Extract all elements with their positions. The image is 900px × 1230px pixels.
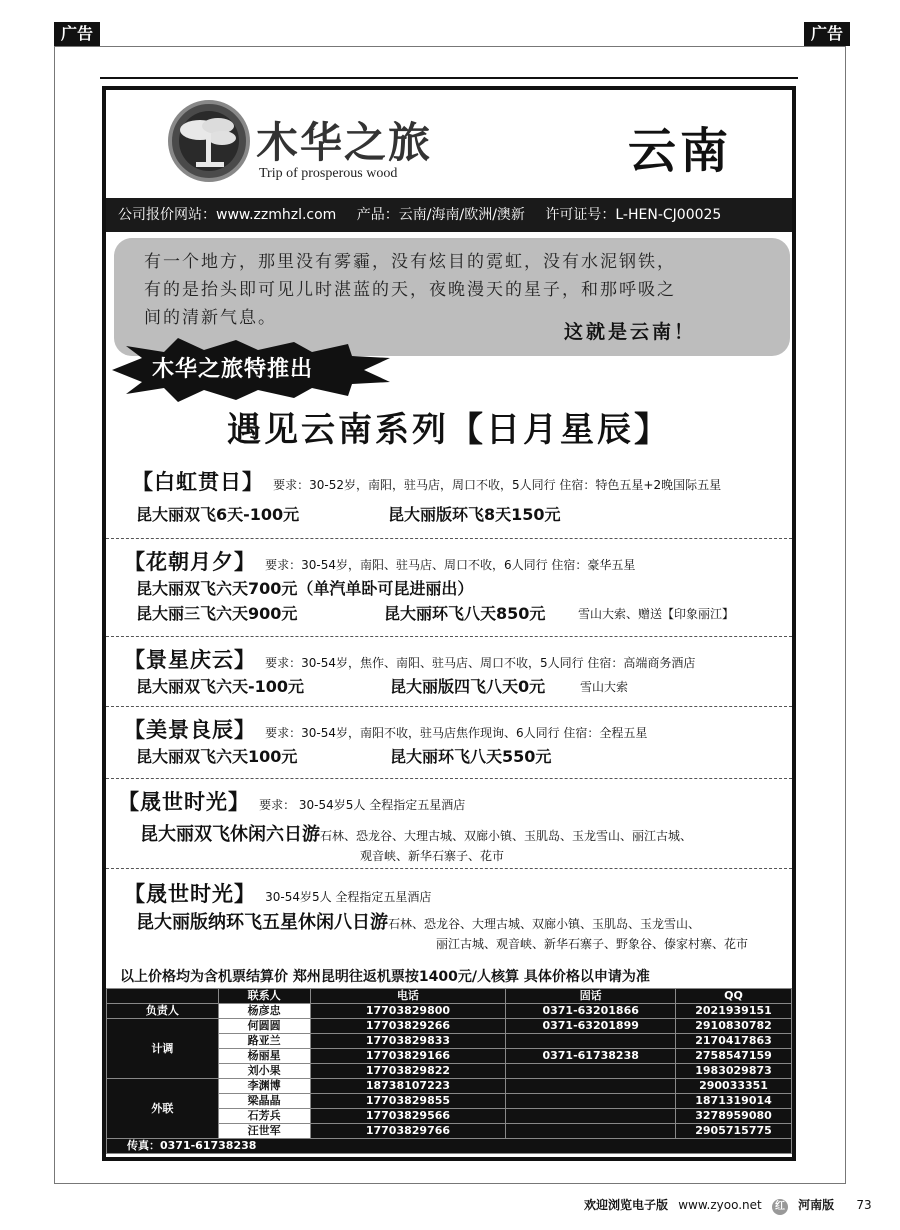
company-website: 公司报价网站：www.zzmhzl.com — [118, 207, 337, 223]
divider — [106, 538, 792, 539]
divider — [106, 636, 792, 637]
contact-name: 刘小果 — [218, 1064, 310, 1079]
price-summary: 以上价格均为含机票结算价 郑州昆明往返机票按1400元/人核算 具体价格以申请为准 — [120, 969, 650, 985]
route-block — [106, 466, 792, 527]
contact-name: 杨彦忠 — [218, 1004, 310, 1019]
route-price: 昆大丽双飞6天-100元 — [136, 505, 300, 524]
tour-title: 昆大丽双飞休闲六日游 — [140, 824, 320, 845]
table-row — [107, 1139, 792, 1154]
intro-tagline: 这就是云南！ — [563, 321, 696, 343]
contact-landline — [506, 1079, 676, 1094]
page-footer — [584, 1196, 872, 1215]
table-header: 电话 — [310, 989, 506, 1004]
route-block — [106, 644, 792, 699]
route-name: 【美景良辰】 — [124, 718, 256, 742]
footer-welcome: 欢迎浏览电子版 — [584, 1198, 669, 1212]
contact-name: 梁晶晶 — [218, 1094, 310, 1109]
contact-phone: 17703829566 — [310, 1109, 506, 1124]
tour-spots: 石林、恐龙谷、大理古城、双廊小镇、玉肌岛、玉龙雪山、丽江古城、 — [320, 829, 693, 843]
edition-badge-icon: 红 — [772, 1199, 788, 1215]
contact-landline — [506, 1109, 676, 1124]
tour-name: 【晟世时光】 — [118, 790, 250, 814]
section-tag-left: 广告 — [54, 22, 100, 46]
contact-landline: 0371-63201899 — [506, 1019, 676, 1034]
contact-name: 李渊博 — [218, 1079, 310, 1094]
route-name: 【景星庆云】 — [124, 648, 256, 672]
table-row — [107, 1019, 792, 1034]
promo-burst-text: 木华之旅特推出 — [152, 357, 314, 382]
route-price: 昆大丽版环飞8天150元 — [388, 505, 561, 524]
tour-name: 【晟世时光】 — [124, 882, 256, 906]
role-cell: 计调 — [107, 1019, 219, 1079]
contact-landline: 0371-63201866 — [506, 1004, 676, 1019]
page-number: 73 — [856, 1198, 872, 1212]
contact-qq: 2910830782 — [676, 1019, 792, 1034]
tour-title: 昆大丽版纳环飞五星休闲八日游 — [136, 912, 388, 933]
brand-slogan: Trip of prosperous wood — [259, 166, 398, 181]
table-header-blank — [107, 989, 219, 1004]
fax-number: 传真：0371-61738238 — [107, 1139, 792, 1154]
footer-edition: 河南版 — [798, 1198, 835, 1212]
divider — [106, 868, 792, 869]
contact-qq: 2021939151 — [676, 1004, 792, 1019]
contact-phone: 17703829822 — [310, 1064, 506, 1079]
contact-landline — [506, 1094, 676, 1109]
table-header: 固话 — [506, 989, 676, 1004]
divider — [106, 706, 792, 707]
contact-landline: 0371-61738238 — [506, 1049, 676, 1064]
route-block — [106, 714, 792, 769]
contact-landline — [506, 1124, 676, 1139]
company-products: 产品：云南/海南/欧洲/澳新 — [356, 207, 525, 223]
role-cell: 外联 — [107, 1079, 219, 1139]
route-note: 雪山大索 — [580, 680, 629, 694]
route-requirement: 要求：30-54岁，南阳不收，驻马店焦作现询、6人同行 住宿：全程五星 — [265, 726, 648, 740]
tour-spots: 石林、恐龙谷、大理古城、双廊小镇、玉肌岛、玉龙雪山、 — [388, 917, 701, 931]
region-title: 云南 — [628, 123, 733, 179]
contact-qq: 290033351 — [676, 1079, 792, 1094]
contact-phone: 18738107223 — [310, 1079, 506, 1094]
contact-qq: 2170417863 — [676, 1034, 792, 1049]
route-price: 昆大丽环飞八天850元 — [384, 604, 546, 623]
section-tag-right: 广告 — [804, 22, 850, 46]
brand-name: 木华之旅 — [256, 118, 433, 167]
route-price: 昆大丽双飞六天-100元 — [136, 677, 305, 696]
route-price: 昆大丽三飞六天900元 — [136, 604, 298, 623]
route-price: 昆大丽双飞六天100元 — [136, 747, 298, 766]
contact-landline — [506, 1034, 676, 1049]
role-cell: 负责人 — [107, 1004, 219, 1019]
route-price: 昆大丽环飞八天550元 — [390, 747, 552, 766]
advertisement — [102, 86, 796, 1161]
contact-name: 石芳兵 — [218, 1109, 310, 1124]
intro-line: 有的是抬头即可见儿时湛蓝的天，夜晚漫天的星子，和那呼吸之 — [144, 280, 676, 300]
footer-site-link[interactable]: www.zyoo.net — [678, 1198, 762, 1212]
intro-line: 有一个地方，那里没有雾霾，没有炫目的霓虹，没有水泥钢铁， — [144, 252, 676, 272]
contact-qq: 2758547159 — [676, 1049, 792, 1064]
route-requirement: 要求：30-54岁，焦作、南阳、驻马店、周口不收，5人同行 住宿：高端商务酒店 — [265, 656, 696, 670]
tree-logo-icon — [168, 100, 250, 182]
contact-phone: 17703829855 — [310, 1094, 506, 1109]
route-block — [106, 546, 792, 626]
route-price: 昆大丽双飞六天700元（单汽单卧可昆进丽出） — [136, 579, 474, 598]
route-requirement: 要求：30-52岁，南阳，驻马店，周口不收，5人同行 住宿：特色五星+2晚国际五星 — [273, 478, 722, 492]
table-header: 联系人 — [218, 989, 310, 1004]
contact-qq: 3278959080 — [676, 1109, 792, 1124]
tour-block — [106, 878, 792, 952]
table-row — [107, 1079, 792, 1094]
contact-phone: 17703829800 — [310, 1004, 506, 1019]
top-rule — [100, 77, 798, 79]
contact-qq: 1983029873 — [676, 1064, 792, 1079]
contact-phone: 17703829766 — [310, 1124, 506, 1139]
contact-qq: 1871319014 — [676, 1094, 792, 1109]
route-name: 【花朝月夕】 — [124, 550, 256, 574]
company-info-bar — [106, 198, 792, 232]
contact-landline — [506, 1064, 676, 1079]
contact-phone: 17703829166 — [310, 1049, 506, 1064]
table-header: QQ — [676, 989, 792, 1004]
route-note: 雪山大索、赠送【印象丽江】 — [578, 607, 735, 621]
contact-phone: 17703829266 — [310, 1019, 506, 1034]
contact-qq: 2905715775 — [676, 1124, 792, 1139]
tour-requirement: 30-54岁5人 全程指定五星酒店 — [265, 890, 432, 904]
contact-name: 何圆圆 — [218, 1019, 310, 1034]
tour-block — [106, 786, 792, 864]
company-license: 许可证号：L-HEN-CJ00025 — [545, 207, 722, 223]
route-name: 【白虹贯日】 — [132, 470, 264, 494]
contact-name: 汪世军 — [218, 1124, 310, 1139]
series-title: 遇见云南系列【日月星辰】 — [227, 410, 671, 450]
tour-spots: 丽江古城、观音峡、新华石寨子、野象谷、傣家村寨、花市 — [436, 937, 749, 951]
contact-name: 杨丽星 — [218, 1049, 310, 1064]
route-price: 昆大丽版四飞八天0元 — [390, 677, 546, 696]
intro-line: 间的清新气息。 — [144, 308, 277, 328]
contact-table — [106, 988, 792, 1154]
table-row — [107, 1004, 792, 1019]
divider — [106, 778, 792, 779]
contact-phone: 17703829833 — [310, 1034, 506, 1049]
tour-requirement: 要求： 30-54岁5人 全程指定五星酒店 — [259, 798, 466, 812]
tour-spots: 观音峡、新华石寨子、花市 — [360, 849, 505, 863]
route-requirement: 要求：30-54岁，南阳、驻马店、周口不收，6人同行 住宿：豪华五星 — [265, 558, 636, 572]
contact-name: 路亚兰 — [218, 1034, 310, 1049]
promo-burst — [112, 338, 390, 402]
